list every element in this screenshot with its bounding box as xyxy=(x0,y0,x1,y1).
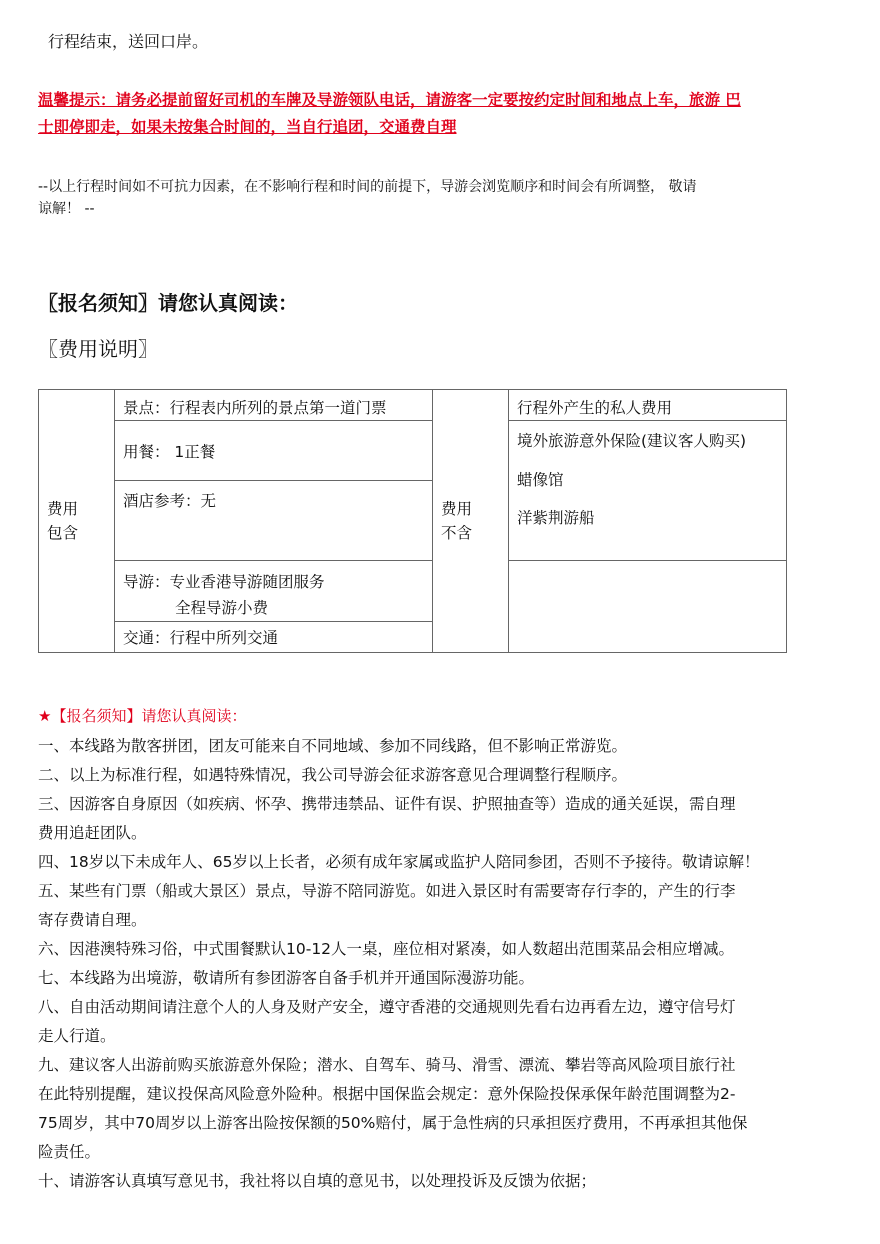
fee-table xyxy=(38,389,787,653)
exclude-bauhinia-boat: 洋紫荆游船 xyxy=(517,509,595,527)
include-guide xyxy=(115,561,433,622)
notice-item: 一、本线路为散客拼团，团友可能来自不同地域、参加不同线路，但不影响正常游览。 xyxy=(38,737,628,755)
schedule-note-line-1: --以上行程时间如不可抗力因素，在不影响行程和时间的前提下，导游会浏览顺序和时间会有所调整， 敬请 xyxy=(38,179,697,195)
notice-item-cont: 险责任。 xyxy=(38,1143,101,1161)
fee-include-label xyxy=(39,390,115,653)
exclude-label-line-1: 费用 xyxy=(441,500,473,518)
notice-item-cont: 费用追赶团队。 xyxy=(38,824,147,842)
include-label-line-2: 包含 xyxy=(47,524,79,542)
registration-title: 〖报名须知〗请您认真阅读： xyxy=(38,291,298,315)
schedule-note xyxy=(38,176,858,220)
schedule-note-line-2: 谅解！ -- xyxy=(38,201,95,217)
notice-item: 四、18岁以下未成年人、65岁以上长者，必须有成年家属或监护人陪同参团，否则不予接待。敬请谅解！ xyxy=(38,853,760,871)
exclude-insurance: 境外旅游意外保险(建议客人购买) xyxy=(509,421,787,561)
include-guide-line-2: 全程导游小费 xyxy=(175,599,269,617)
warning-notice xyxy=(38,87,848,141)
notice-item: 二、以上为标准行程，如遇特殊情况，我公司导游会征求游客意见合理调整行程顺序。 xyxy=(38,766,628,784)
fee-exclude-label xyxy=(433,390,509,653)
notice-item: 三、因游客自身原因（如疾病、怀孕、携带违禁品、证件有误、护照抽查等）造成的通关延误，需自理 xyxy=(38,795,736,813)
include-guide-line-1: 导游：专业香港导游随团服务 xyxy=(123,573,325,591)
exclude-attractions xyxy=(509,471,787,653)
warning-line-1 xyxy=(38,87,848,114)
include-meals: 用餐： 1正餐 xyxy=(115,421,433,481)
include-transport: 交通：行程中所列交通 xyxy=(115,622,433,653)
include-sights: 景点：行程表内所列的景点第一道门票 xyxy=(115,390,433,421)
fee-description-title: 〖费用说明〗 xyxy=(38,337,158,361)
include-hotel: 酒店参考：无 xyxy=(115,481,433,561)
trip-end-text: 行程结束，送回口岸。 xyxy=(48,32,209,51)
notice-item: 八、自由活动期间请注意个人的人身及财产安全，遵守香港的交通规则先看右边再看左边，遵守信号灯 xyxy=(38,998,736,1016)
exclude-private-costs: 行程外产生的私人费用 xyxy=(509,390,787,421)
warning-line-1-text: 温馨提示：请务必提前留好司机的车牌及导游领队电话，请游客一定要按约定时间和地点上车，旅游 巴 xyxy=(38,91,741,109)
exclude-wax-museum: 蜡像馆 xyxy=(517,471,564,489)
notice-item: 七、本线路为出境游，敬请所有参团游客自备手机并开通国际漫游功能。 xyxy=(38,969,535,987)
notice-item: 五、某些有门票（船或大景区）景点，导游不陪同游览。如进入景区时有需要寄存行李的，产生的行李 xyxy=(38,882,736,900)
notice-section xyxy=(38,704,863,1196)
notice-item: 九、建议客人出游前购买旅游意外保险；潜水、自驾车、骑马、滑雪、漂流、攀岩等高风险项目旅行社 xyxy=(38,1056,736,1074)
notice-item-cont: 在此特别提醒，建议投保高风险意外险种。根据中国保监会规定：意外保险投保承保年龄范围调整为2- xyxy=(38,1085,736,1103)
exclude-label-line-2: 不含 xyxy=(441,524,473,542)
notice-item-cont: 75周岁，其中70周岁以上游客出险按保额的50%赔付，属于急性病的只承担医疗费用，不再承担其他保 xyxy=(38,1114,748,1132)
notice-item: 六、因港澳特殊习俗，中式围餐默认10-12人一桌，座位相对紧凑，如人数超出范围菜品会相应增减。 xyxy=(38,940,735,958)
notice-item-cont: 走人行道。 xyxy=(38,1027,116,1045)
include-label-line-1: 费用 xyxy=(47,500,79,518)
warning-line-2-text: 士即停即走，如果未按集合时间的，当自行追团，交通费自理 xyxy=(38,118,457,136)
notice-heading: ★【报名须知】请您认真阅读： xyxy=(38,707,247,725)
notice-item-cont: 寄存费请自理。 xyxy=(38,911,147,929)
warning-line-2 xyxy=(38,114,848,141)
notice-item: 十、请游客认真填写意见书，我社将以自填的意见书，以处理投诉及反馈为依据； xyxy=(38,1172,597,1190)
